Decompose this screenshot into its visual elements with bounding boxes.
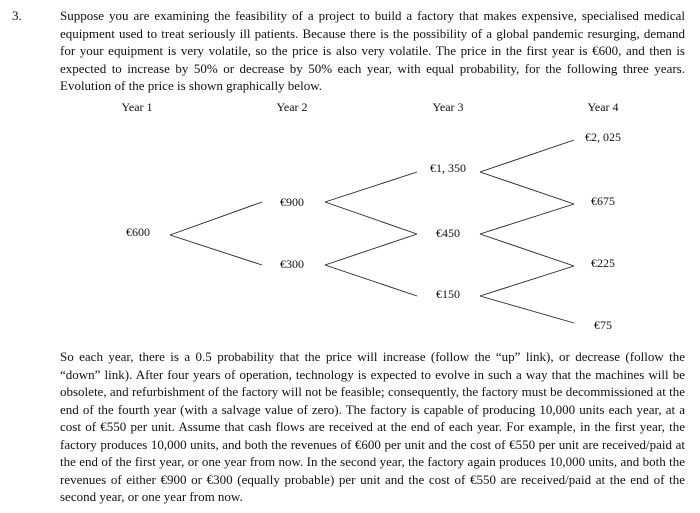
node-price-y4-bottom: €75 xyxy=(594,318,612,332)
node-price-y2-down: €300 xyxy=(280,257,304,271)
up-link xyxy=(480,140,574,172)
question-followup-paragraph: So each year, there is a 0.5 probability that the price will increase (follow the “up” link), or decrease (follow the “down” link). After four years of operation, technology is expected to evolve in such a way that the machines will be obsolete, and refurbishment of the factory will not be feasible; consequently, the factory must be decommissioned at the end of the fourth year (with a salvage value of zero). The factory is capable of producing 10,000 units each year, at a cost of €550 per unit. Assume that cash flows are received at the end of each year. For example, in the first year, the factory produces 10,000 units, and both the revenues of €600 per unit and the cost of €550 per unit are received/paid at the end of the first year, or one year from now. In the second year, the factory again produces 10,000 units, and both the revenues of either €900 or €300 (equally probable) per unit and the cost of €550 are received/paid at the end of the second year, or one year from now. xyxy=(60,349,685,504)
up-link xyxy=(480,266,574,296)
year-2-header: Year 2 xyxy=(276,100,308,114)
up-link xyxy=(480,204,574,234)
down-link xyxy=(325,202,417,234)
down-link xyxy=(480,296,574,323)
down-link xyxy=(170,235,262,265)
node-price-y3-top: €1, 350 xyxy=(430,161,466,175)
node-price-y2-up: €900 xyxy=(280,195,304,209)
up-link xyxy=(170,202,262,235)
node-price-y3-bottom: €150 xyxy=(436,287,460,301)
down-link xyxy=(480,172,574,204)
up-link xyxy=(325,234,417,265)
node-price-y4-second: €675 xyxy=(591,194,615,208)
node-price-y4-third: €225 xyxy=(591,256,615,270)
year-1-header: Year 1 xyxy=(121,100,153,114)
year-3-header: Year 3 xyxy=(432,100,464,114)
down-link xyxy=(325,265,417,296)
year-4-header: Year 4 xyxy=(587,100,619,114)
down-link xyxy=(480,234,574,266)
question-number: 3. xyxy=(12,8,22,23)
node-price-y1: €600 xyxy=(126,225,150,239)
question-intro-paragraph: Suppose you are examining the feasibility of a project to build a factory that makes expensive, specialised medical equipment used to treat seriously ill patients. Because there is the possibility of a global pandemic resurging, demand for your equipment is very volatile, so the price is also very volatile. The price in the first year is €600, and then is expected to increase by 50% or decrease by 50% each year, with equal probability, for the following three years. Evolution of the price is shown graphically below. xyxy=(60,8,685,93)
node-price-y4-top: €2, 025 xyxy=(585,130,621,144)
node-price-y3-middle: €450 xyxy=(436,226,460,240)
up-link xyxy=(325,172,417,202)
